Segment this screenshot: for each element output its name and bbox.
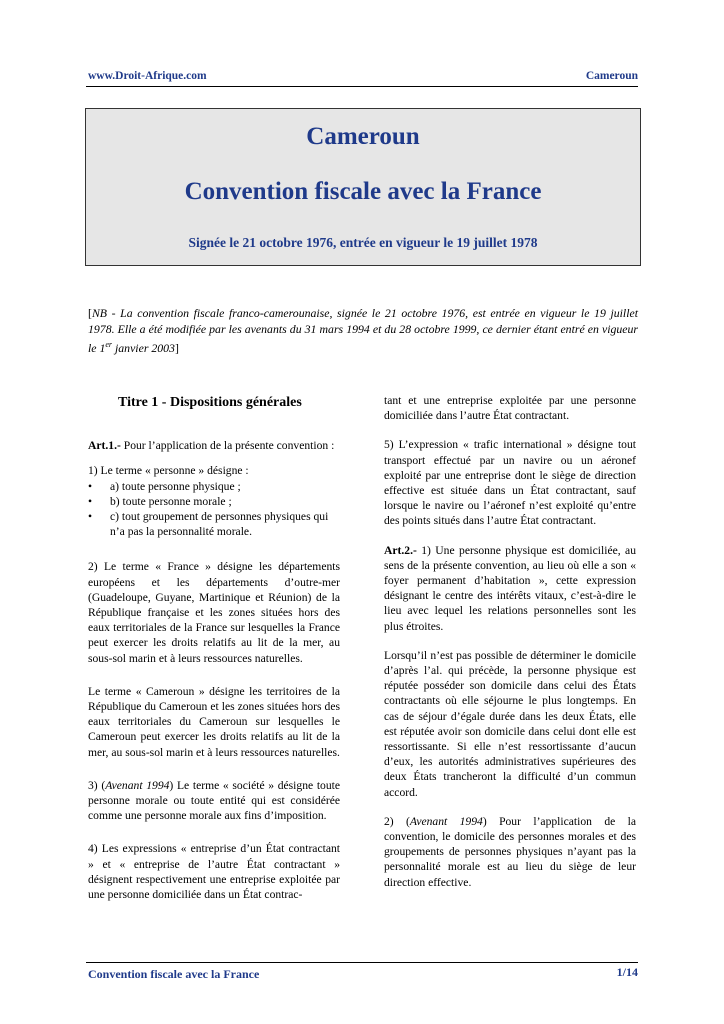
paragraph-5-trafic: 5) L’expression « trafic international » désigne tout transport effectué par un navire ou un aéronef exploité par une entreprise dont le siège de direction effective est située dans un État contractant, sauf lorsque le navire ou l’aéronef n’est exploité qu’entre des points situés dans l’autre État contractant. [384,438,636,528]
article-1-intro [88,438,340,453]
person-definition-list [88,479,340,540]
article-2-text: 1) Une personne physique est domiciliée, au sens de la présente convention, au lieu où elle a son « foyer permanent d’habitation », cette expression désignant le centre des intérêts vitaux, c’est-à-dire le lieu avec lequel les relations personnelles sont les plus étroites. [384,543,636,633]
article-1-text: Pour l’application de la présente convention : [120,439,335,453]
header-divider [86,86,638,87]
list-item [88,494,340,509]
bullet-icon: • [88,510,93,524]
article-2-p2-text: ) Pour l’application de la convention, le domicile des personnes morales et des groupements de personnes physiques n’ayant pas la personnalité morale est au lieu du siège de leur direction effective. [384,814,637,889]
editor-note [88,305,638,356]
section-heading: Titre 1 - Dispositions générales [118,395,302,410]
article-2-p2-avenant: Avenant 1994 [409,814,483,828]
list-item-text: a) toute personne physique ; [110,479,241,493]
document-title: Convention fiscale avec la France [184,178,542,205]
paragraph-3-num: 3) ( [88,778,106,792]
note-text-main: NB - La convention fiscale franco-camerounaise, signée le 21 octobre 1976, est entrée en vigueur le 19 juillet 1978. Elle a été modifiée par les avenants du 31 mars 1994 et du 28 octobre 1999, ce dernier étant entré en vigueur le 1 [88,306,638,355]
bullet-icon: • [88,494,93,508]
article-2-p2-num: 2) ( [384,814,410,828]
right-column [384,393,636,900]
footer-title: Convention fiscale avec la France [88,967,260,981]
note-text [88,306,638,355]
footer-divider [86,962,638,963]
header-country: Cameroun [585,70,638,82]
note-close-bracket: ] [174,340,179,355]
paragraph-3-avenant: Avenant 1994 [105,778,170,792]
article-2-paragraph-2 [384,814,636,890]
paragraph-1-intro: 1) Le terme « personne » désigne : [88,464,249,478]
note-text-end: janvier 2003 [112,340,175,355]
list-item [88,479,340,494]
page-number: 1/14 [616,965,638,979]
list-item [88,509,340,539]
list-item-text: c) tout groupement de personnes physiques qui n’a pas la personnalité morale. [110,510,329,539]
paragraph-2-france: 2) Le terme « France » désigne les départements européens et les départements d’outre-mer (Guadeloupe, Guyane, Martinique et Réunion) de la République française et les zones situées hors des eaux territoriales de la France sur lesquelles la France peut exercer les droits relatifs au lit de la mer, au sous-sol marin et à leurs ressources naturelles. [88,560,340,665]
title-box [85,108,641,266]
article-2-paragraph-1 [384,543,636,634]
document-subtitle: Signée le 21 octobre 1976, entrée en vigueur le 19 juillet 1978 [188,235,538,250]
paragraph-4-continued: tant et une entreprise exploitée par une personne domiciliée dans l’autre État contractant. [384,394,636,423]
bullet-icon: • [88,479,93,493]
paragraph-3-text: ) Le terme « société » désigne toute personne morale ou toute entité qui est considérée comme une personne morale aux fins d’imposition. [88,778,341,823]
article-2-paragraph-1b: Lorsqu’il n’est pas possible de déterminer le domicile d’après l’al. qui précède, la personne physique est réputée posséder son domicile dans celui des États contractants où elle séjourne le plus longtemps. En cas de séjour d’égale durée dans les deux États, elle est réputée avoir son domicile dans celui dont elle est ressortissante. Si elle n’est ressortissante d’aucun d’eux, les autorités administratives supérieures des deux États trancheront la difficulté d’un commun accord. [384,648,636,799]
article-2-label: Art.2.- [384,543,417,557]
left-column [88,395,340,912]
article-1-label: Art.1.- [88,439,121,453]
list-item-text: b) toute personne morale ; [110,494,232,508]
note-open-bracket: [ [88,306,92,320]
note-superscript: er [105,340,113,349]
paragraph-4-entreprise: 4) Les expressions « entreprise d’un État contractant » et « entreprise de l’autre État contractant » désignent respectivement une entreprise exploitée par une personne domiciliée dans un État contrac- [88,842,340,902]
document-country-title: Cameroun [306,123,420,150]
site-url: www.Droit-Afrique.com [88,70,207,82]
paragraph-3-societe [88,778,340,824]
paragraph-2-cameroun: Le terme « Cameroun » désigne les territoires de la République du Cameroun et les zones situées hors des eaux territoriales du Cameroun sur lesquelles le Cameroun peut exercer les droits relatifs au lit de la mer, au sous-sol marin et à leurs ressources naturelles. [88,684,340,759]
